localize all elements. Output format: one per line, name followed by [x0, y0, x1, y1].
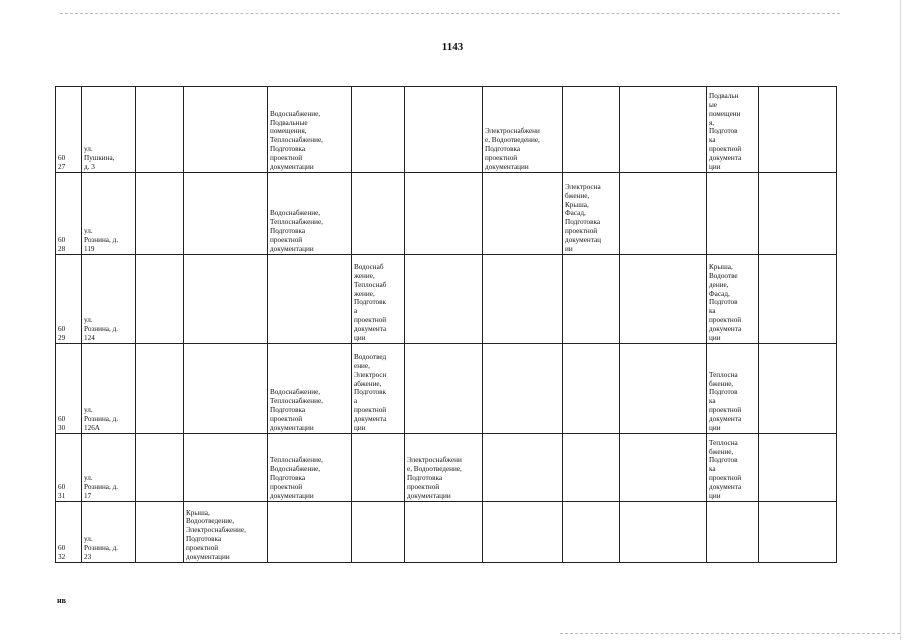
table-row: [56, 434, 837, 502]
work-cell: [620, 344, 707, 434]
table-row: [56, 173, 837, 255]
work-cell: [184, 344, 268, 434]
work-cell: [405, 502, 483, 563]
work-cell: Крыша, Водоотве дение, Фасад, Подготов ка проектной документа ции: [707, 255, 759, 344]
registry-table: [55, 86, 837, 563]
work-cell: [759, 255, 837, 344]
footer-mark: нв: [57, 596, 66, 605]
work-cell: Водоотвед ение, Электросн абжение, Подготовк а проектной документа ции: [352, 344, 405, 434]
work-cell: [483, 502, 563, 563]
row-number: 60 27: [56, 87, 82, 173]
work-cell: [563, 502, 620, 563]
work-cell: [759, 344, 837, 434]
work-cell: [352, 173, 405, 255]
work-cell: [759, 87, 837, 173]
work-cell: [136, 87, 184, 173]
work-cell: [707, 173, 759, 255]
work-cell: [759, 502, 837, 563]
work-cell: [620, 255, 707, 344]
work-cell: [184, 255, 268, 344]
row-address: ул. Рознина, д. 124: [82, 255, 136, 344]
scan-edge: [900, 0, 901, 640]
work-cell: [136, 434, 184, 502]
row-address: ул. Рознина, д. 23: [82, 502, 136, 563]
table-row: [56, 344, 837, 434]
table-row: [56, 502, 837, 563]
row-address: ул. Рознина, д. 17: [82, 434, 136, 502]
row-number: 60 29: [56, 255, 82, 344]
work-cell: Теплосна бжение, Подготов ка проектной документа ции: [707, 434, 759, 502]
work-cell: Электроснабжени е, Водоотведение, Подготовка проектной документации: [483, 87, 563, 173]
work-cell: [268, 255, 352, 344]
work-cell: Водоснабжение, Теплоснабжение, Подготовка проектной документации: [268, 173, 352, 255]
work-cell: [136, 502, 184, 563]
row-address: ул. Рознина, д. 119: [82, 173, 136, 255]
work-cell: Подвальн ые помещени я, Подготов ка проектной документа ции: [707, 87, 759, 173]
work-cell: Водоснабжение, Подвальные помещения, Теплоснабжение, Подготовка проектной документации: [268, 87, 352, 173]
work-cell: [268, 502, 352, 563]
work-cell: Водоснабжение, Теплоснабжение, Подготовка проектной документации: [268, 344, 352, 434]
work-cell: [563, 87, 620, 173]
work-cell: [405, 344, 483, 434]
row-number: 60 31: [56, 434, 82, 502]
work-cell: [563, 344, 620, 434]
scan-artifact-top: [60, 13, 840, 14]
page-number: 1143: [441, 41, 464, 53]
work-cell: Теплоснабжение, Водоснабжение, Подготовка проектной документации: [268, 434, 352, 502]
work-cell: [136, 255, 184, 344]
row-number: 60 28: [56, 173, 82, 255]
work-cell: [483, 173, 563, 255]
work-cell: Электросна бжение, Крыша, Фасад, Подготовка проектной документац ии: [563, 173, 620, 255]
row-address: ул. Пушкина, д. 3: [82, 87, 136, 173]
work-cell: [483, 434, 563, 502]
work-cell: Электроснабжени е, Водоотведение, Подготовка проектной документации: [405, 434, 483, 502]
work-cell: [184, 434, 268, 502]
work-cell: [563, 255, 620, 344]
work-cell: [184, 87, 268, 173]
work-cell: [136, 173, 184, 255]
work-cell: [483, 344, 563, 434]
registry-rows: [56, 87, 837, 563]
row-number: 60 32: [56, 502, 82, 563]
work-cell: Теплосна бжение, Подготов ка проектной документа ции: [707, 344, 759, 434]
work-cell: [620, 87, 707, 173]
work-cell: [136, 344, 184, 434]
table-row: [56, 87, 837, 173]
row-number: 60 30: [56, 344, 82, 434]
work-cell: [352, 502, 405, 563]
work-cell: [620, 173, 707, 255]
work-cell: Крыша, Водоотведение, Электроснабжение, Подготовка проектной документации: [184, 502, 268, 563]
scan-artifact-bottom: [560, 633, 900, 634]
work-cell: Водоснаб жение, Теплоснаб жение, Подготовк а проектной документа ции: [352, 255, 405, 344]
work-cell: [405, 255, 483, 344]
work-cell: [620, 434, 707, 502]
work-cell: [759, 173, 837, 255]
work-cell: [184, 173, 268, 255]
work-cell: [405, 87, 483, 173]
row-address: ул. Рознина, д. 126А: [82, 344, 136, 434]
work-cell: [483, 255, 563, 344]
work-cell: [352, 434, 405, 502]
work-cell: [707, 502, 759, 563]
table-row: [56, 255, 837, 344]
work-cell: [759, 434, 837, 502]
work-cell: [352, 87, 405, 173]
work-cell: [405, 173, 483, 255]
work-cell: [563, 434, 620, 502]
work-cell: [620, 502, 707, 563]
